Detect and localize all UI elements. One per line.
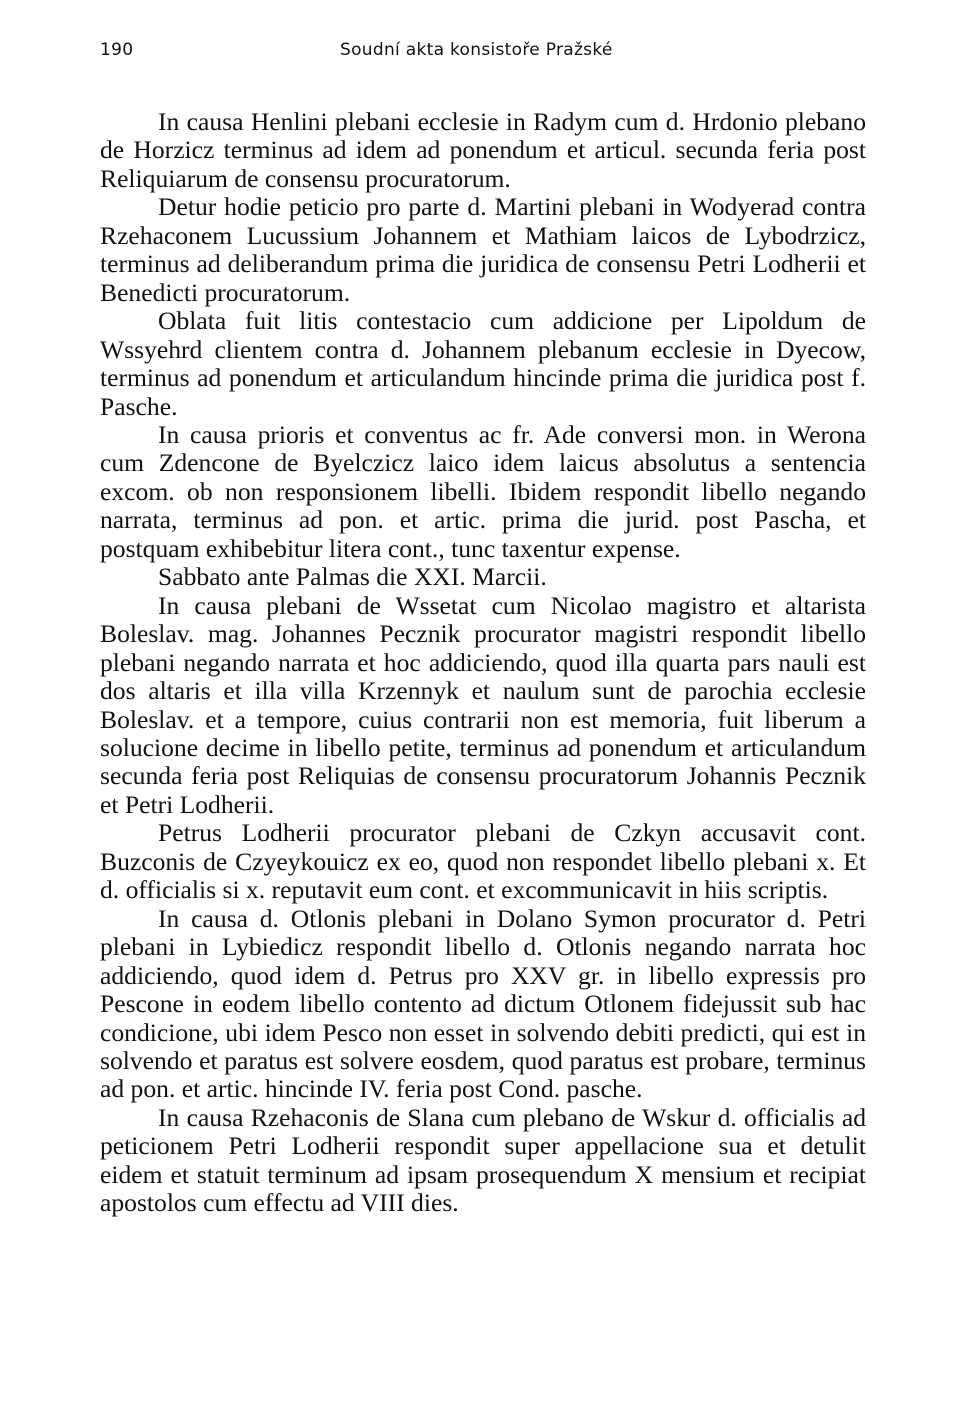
paragraph: In causa plebani de Wssetat cum Nicolao magistro et altarista Boleslav. mag. Johannes Pecznik procurator magistri respondit libello plebani negando narrata et hoc addiciendo, quod illa quarta pars nauli est dos altaris et illa villa Krzennyk et naulum sunt de parochia ecclesie Boleslav. et a tempore, cuius contrarii non est memoria, fuit liberum a solucione decime in libello petite, terminus ad ponendum et articulandum secunda feria post Reliquias de consensu procuratorum Johannis Pecznik et Petri Lodherii. [100, 590, 866, 819]
paragraph: Detur hodie peticio pro parte d. Martini plebani in Wodyerad contra Rzehaconem Lucussium Johannem et Mathiam laicos de Lybodrzicz, terminus ad deliberandum prima die juridica de consensu Petri Lodherii et Benedicti procuratorum. [100, 192, 866, 307]
paragraph: Petrus Lodherii procurator plebani de Czkyn accusavit cont. Buzconis de Czyeykouicz ex eo, quod non respondet libello plebani x. Et d. officialis si x. reputavit eum cont. et excommunicavit in hiis scriptis. [100, 818, 866, 905]
running-header [100, 40, 866, 70]
paragraph: In causa Henlini plebani ecclesie in Radym cum d. Hrdonio plebano de Horzicz terminus ad idem ad ponendum et articul. secunda feria post Reliquiarum de consensu procuratorum. [100, 107, 866, 193]
paragraph: In causa Rzehaconis de Slana cum plebano de Wskur d. officialis ad peticionem Petri Lodherii respondit super appellacione sua et detulit eidem et statuit terminum ad ipsam prosequendum X mensium et recipiat apostolos cum effectu ad VIII dies. [100, 1102, 866, 1218]
paragraph: Sabbato ante Palmas die XXI. Marcii. [158, 562, 547, 592]
paragraph: In causa d. Otlonis plebani in Dolano Symon procurator d. Petri plebani in Lybiedicz respondit libello d. Otlonis negando narrata hoc addiciendo, quod idem d. Petrus pro XXV gr. in libello expressis pro Pescone in eodem libello contento ad dictum Otlonem fidejussit sub hac condicione, ubi idem Pesco non esset in solvendo debiti predicti, qui est in solvendo et paratus est solvere eosdem, quod paratus est probare, terminus ad pon. et artic. hincinde IV. feria post Cond. pasche. [100, 903, 866, 1104]
document-page [100, 40, 866, 1218]
page-number: 190 [100, 40, 134, 60]
paragraph: Oblata fuit litis contestacio cum addicione per Lipoldum de Wssyehrd clientem contra d. Johannem plebanum ecclesie in Dyecow, terminus ad ponendum et articulandum hincinde prima die juridica post f. Pasche. [100, 306, 866, 421]
running-title: Soudní akta konsistoře Pražské [340, 40, 613, 60]
paragraph: In causa prioris et conventus ac fr. Ade conversi mon. in Werona cum Zdencone de Byelczicz laico idem laicus absolutus a sentencia excom. ob non responsionem libelli. Ibidem respondit libello negando narrata, terminus ad pon. et artic. prima die jurid. post Pascha, et postquam exhibebitur litera cont., tunc taxentur expense. [100, 419, 866, 563]
body-text [100, 108, 866, 1218]
